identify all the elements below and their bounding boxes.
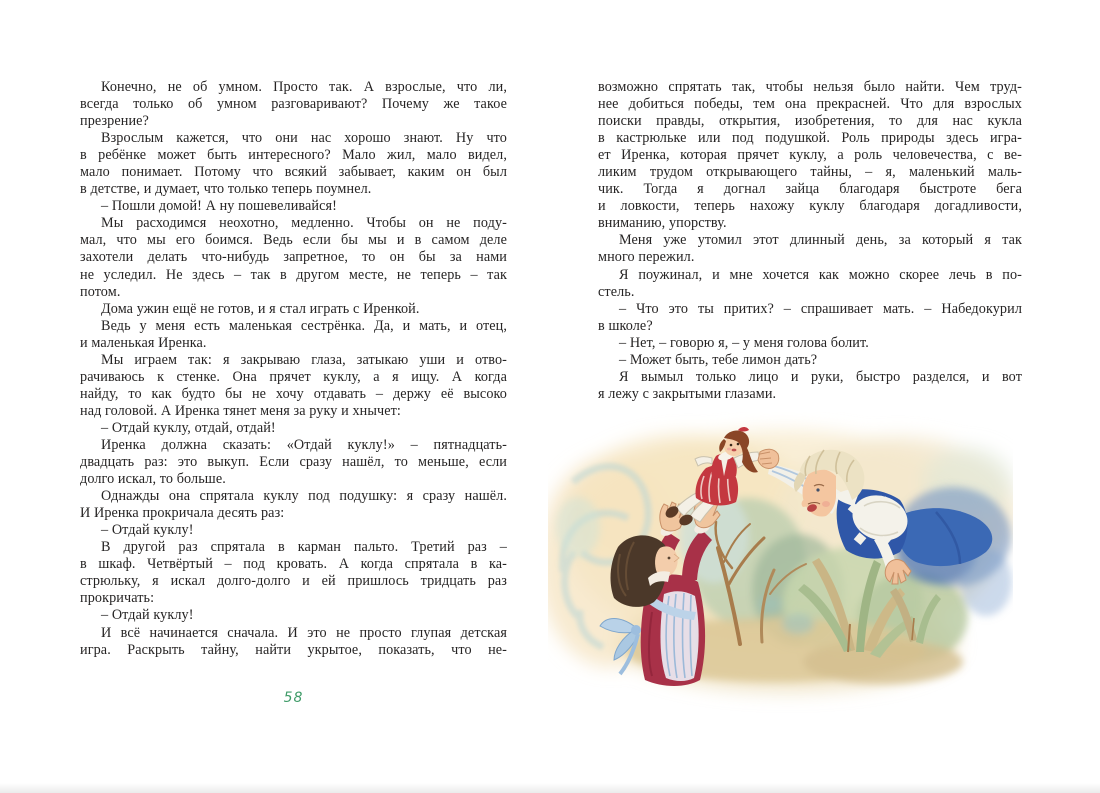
text-line: И Иренка прокричала десять раз:: [80, 505, 285, 522]
text-line: презрение?: [80, 113, 149, 130]
text-line: в школе?: [598, 317, 653, 334]
text-line: мал, что мы его боимся. Ведь если бы мы и в самом деле: [80, 232, 507, 249]
text-line: – Что это ты притих? – спрашивает мать. – Набедокурил: [619, 300, 1022, 317]
text-line: – Нет, – говорю я, – у меня голова болит.: [619, 334, 869, 351]
text-line: прокричать:: [80, 590, 155, 607]
text-line: Конечно, не об умном. Просто так. А взрослые, что ли,: [101, 79, 507, 95]
illustration: [548, 412, 1013, 742]
text-line: в ребёнке может быть интересного? Мало жил, мало видел,: [80, 147, 507, 164]
text-line: Я вымыл только лицо и руки, быстро разделся, и вот: [619, 368, 1022, 385]
text-line: долго искал, то больше.: [80, 471, 226, 488]
text-line: в детстве, и думает, что только теперь поумнел.: [80, 181, 372, 198]
left-page-text-block: [80, 79, 507, 659]
text-line: – Отдай куклу!: [101, 607, 194, 624]
text-line: – Пошли домой! А ну пошевеливайся!: [101, 198, 337, 215]
text-line: мало понимает. Потому что всякий забывает, каким он был: [80, 164, 507, 181]
text-line: – Отдай куклу!: [101, 522, 194, 539]
text-line: я лежу с закрытыми глазами.: [598, 385, 777, 402]
text-line: игра. Раскрыть тайну, найти укрытое, показать, что не-: [80, 641, 507, 658]
text-line: поиски правды, открытия, изобретения, то для нас кукла: [598, 113, 1022, 130]
right-page-text-block: [598, 79, 1022, 403]
text-line: в кастрюльке или под подушкой. Роль природы здесь игра-: [598, 130, 1022, 147]
text-line: много пережил.: [598, 249, 695, 266]
text-line: и ловкости, теперь нахожу куклу благодаря догадливости,: [598, 198, 1022, 215]
text-line: Взрослым кажется, что они нас хорошо знают. Ну что: [101, 130, 507, 147]
text-line: рачиваюсь к стенке. Она прячет куклу, а я ищу. А когда: [80, 368, 507, 385]
text-line: не уследил. Не здесь – так в другом месте, не теперь – так: [80, 266, 507, 283]
text-line: в шкаф. Четвёртый – под кровать. А когда спрятала в ка-: [80, 556, 507, 573]
text-line: Дома ужин ещё не готов, и я стал играть с Иренкой.: [101, 300, 420, 317]
text-line: Меня уже утомил этот длинный день, за который я так: [619, 232, 1022, 249]
text-line: и маленькая Иренка.: [80, 334, 207, 351]
right-page: [550, 0, 1100, 793]
text-line: ет Иренка, которая прячет куклу, а роль человечества, с ве-: [598, 147, 1022, 164]
text-line: Иренка должна сказать: «Отдай куклу!» – пятнадцать-: [101, 436, 507, 453]
text-line: – Может быть, тебе лимон дать?: [619, 351, 818, 368]
text-line: В другой раз спрятала в карман пальто. Третий раз –: [101, 539, 507, 556]
text-line: стель.: [598, 283, 635, 300]
text-line: найду, то как будто бы не хочу отдавать – держу её высоко: [80, 385, 507, 402]
text-line: двадцать раз: это выкуп. Если сразу нашёл, то меньше, если: [80, 454, 507, 471]
text-line: Мы расходимся неохотно, медленно. Чтобы он не поду-: [101, 215, 507, 232]
text-line: Ведь у меня есть маленькая сестрёнка. Да, и мать, и отец,: [101, 317, 507, 334]
text-line: ликим трудом открывающего тайны, – я, маленький маль-: [598, 164, 1022, 181]
text-line: потом.: [80, 283, 121, 300]
text-line: над головой. А Иренка тянет меня за руку и хнычет:: [80, 402, 401, 419]
text-line: Однажды она спрятала куклу под подушку: я сразу нашёл.: [101, 488, 507, 505]
text-line: – Отдай куклу, отдай, отдай!: [101, 419, 276, 436]
text-line: нее добиться победы, тем она прекрасней. Что для взрослых: [598, 96, 1022, 113]
text-line: чик. Тогда я догнал зайца благодаря быстроте бега: [598, 181, 1022, 198]
watercolor-svg: [548, 412, 1013, 737]
text-line: захотели делать что-нибудь запретное, то он бы за нами: [80, 249, 507, 266]
page-number: 58: [283, 690, 304, 706]
text-line: всегда только об умном разговаривают? Почему же такое: [80, 96, 507, 113]
text-line: вниманию, упорству.: [598, 215, 727, 232]
text-line: Я поужинал, и мне хочется как можно скорее лечь в по-: [619, 266, 1022, 283]
text-line: Мы играем так: я закрываю глаза, затыкаю уши и отво-: [101, 351, 507, 368]
text-line: возможно спрятать так, чтобы нельзя было найти. Чем труд-: [598, 79, 1022, 95]
text-line: стрюльку, я искал долго-долго и ей пришлось тридцать раз: [80, 573, 507, 590]
text-line: И всё начинается сначала. И это не просто глупая детская: [101, 624, 507, 641]
